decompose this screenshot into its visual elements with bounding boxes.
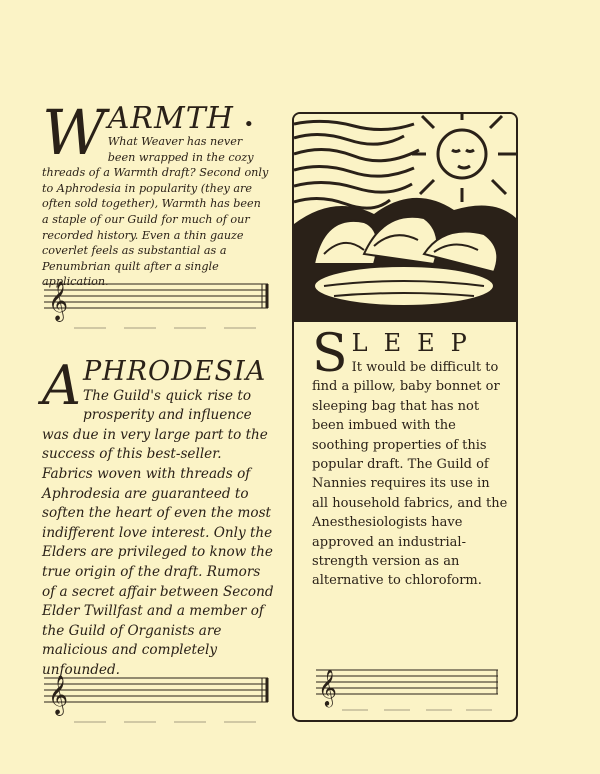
- aphrodesia-section: [42, 354, 274, 681]
- sleep-title: LEEP: [351, 329, 483, 357]
- sleep-panel: [292, 112, 518, 722]
- sleep-section: [312, 324, 508, 591]
- warmth-body: What Weaver has never been wrapped in the cozy threads of a Warmth draft? Second only to Aphrodesia in popularity (they are often sold together), Warmth has been a staple of our Guild for much of our recorded history. Even a thin gauze coverlet feels as substantial as a Penumbrian quilt after a single application.: [42, 135, 269, 289]
- aphrodesia-title: PHRODESIA: [83, 356, 267, 387]
- treble-clef-icon: 𝄞: [48, 281, 69, 321]
- sleeping-sun-woodcut: [294, 114, 516, 322]
- warmth-section: [42, 96, 270, 290]
- sleep-body: It would be difficult to find a pillow, baby bonnet or sleeping bag that has not been imbued with the soothing properties of this popular draft. The Guild of Nannies requires its use in all household fabrics, and the Anesthesiologists have approved an industrial-strength version as an alternative to chloroform.: [312, 360, 508, 589]
- music-staff-2: [40, 670, 272, 728]
- treble-clef-icon: 𝄞: [48, 675, 69, 715]
- music-staff-1: [40, 276, 272, 334]
- warmth-title: ARMTH: [107, 101, 234, 136]
- sleep-dropcap: S: [312, 324, 348, 384]
- music-staff-3: [312, 662, 502, 714]
- aphrodesia-dropcap: A: [42, 354, 81, 417]
- warmth-bullet: •: [243, 114, 255, 136]
- aphrodesia-body: The Guild's quick rise to prosperity and influence was due in very large part to the success of this best-seller. Fabrics woven with threads of Aphrodesia are guaranteed to soften the heart of even the most indifferent love interest. Only the Elders are privileged to know the true origin of the draft. Rumors of a secret affair between Second Elder Twillfast and a member of the Guild of Organists are malicious and completely unfounded.: [42, 387, 274, 678]
- warmth-dropcap: W: [42, 96, 106, 169]
- treble-clef-icon: 𝄞: [318, 668, 337, 706]
